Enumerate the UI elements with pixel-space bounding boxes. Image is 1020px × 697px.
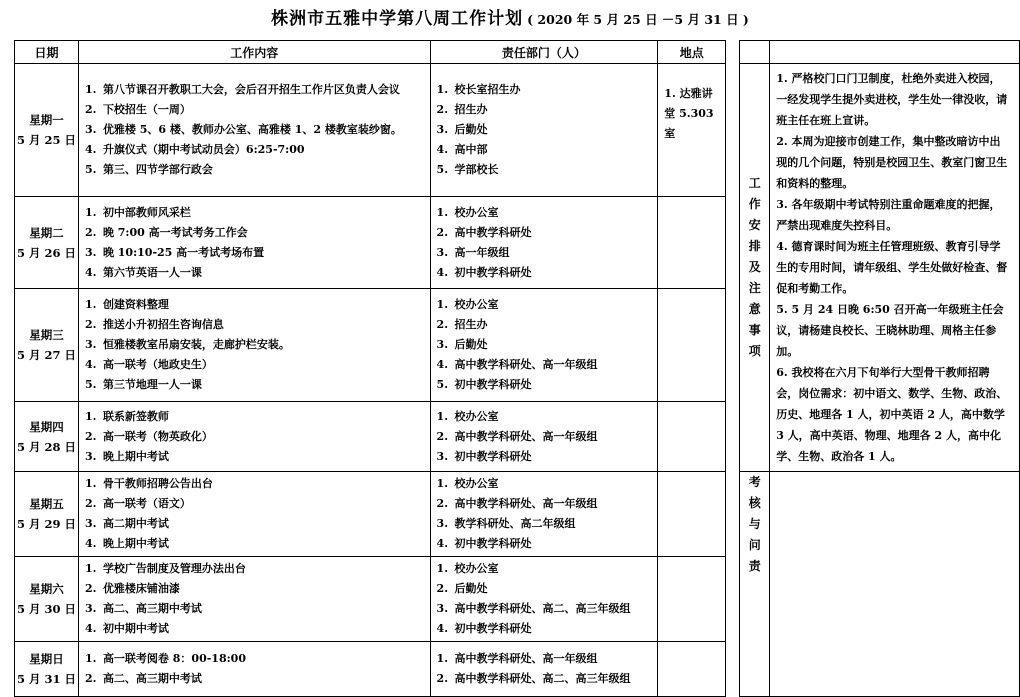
day-cell (15, 642, 79, 697)
dept-list (431, 78, 658, 182)
place-cell (658, 472, 726, 557)
weekday-label: 星期五 (29, 497, 64, 511)
weekday-label: 星期三 (29, 328, 64, 342)
task-item: 1. 初中部教师风采栏 (84, 205, 191, 219)
dept-cell (430, 64, 658, 197)
note-item: 2. 本周为迎接市创建工作，集中整改暗访中出现的几个问题，特别是校园卫生、教室门窗卫生和资料的整理。 (776, 135, 1008, 190)
date-label: 5 月 28 日 (16, 439, 76, 454)
dept-text: 招生办 (454, 103, 488, 117)
dept-text: 教学科研处、高二年级组 (454, 517, 576, 530)
dept-cell (430, 288, 658, 401)
note-item: 5. 5 月 24 日晚 6:50 召开高一年级班主任会议，请杨建良校长、王晓林助理、周格主任参加。 (776, 303, 1004, 358)
task-item: 1. 学校广告制度及管理办法出台 (84, 562, 246, 575)
date-label: 5 月 26 日 (16, 245, 76, 260)
dept-text: 学部校长 (454, 163, 499, 177)
task-text: 骨干教师招聘公告出台 (102, 477, 213, 490)
dept-item: 4. 初中教学科研处 (436, 622, 532, 635)
task-item: 4. 高一联考（地政史生） (84, 358, 213, 371)
dept-cell (430, 197, 658, 289)
dept-item: 1. 校办公室 (436, 409, 499, 423)
dept-text: 初中教学科研处 (454, 265, 532, 279)
review-cell (770, 472, 1020, 697)
task-text: 高一联考（地政史生） (102, 358, 213, 371)
task-text: 联系新签教师 (102, 409, 169, 423)
task-text: 下校招生（一周） (102, 103, 191, 117)
header-spacer (726, 41, 740, 64)
weekday-label: 星期日 (29, 652, 64, 666)
tasks-cell (78, 64, 430, 197)
place-cell (658, 288, 726, 401)
dept-text: 初中教学科研处 (454, 537, 532, 550)
dept-text: 后勤处 (454, 582, 488, 595)
dept-item: 3. 教学科研处、高二年级组 (436, 517, 576, 530)
task-item: 3. 高二期中考试 (84, 517, 169, 530)
dept-cell (430, 557, 658, 642)
day-cell (15, 472, 79, 557)
header-date: 日期 (15, 41, 79, 64)
dept-item: 2. 高中教学科研处 (436, 225, 532, 239)
task-list (79, 472, 430, 556)
dept-item: 4. 初中教学科研处 (436, 537, 532, 550)
dept-item: 1. 校办公室 (436, 205, 499, 219)
day-row (15, 472, 1020, 557)
dept-list (431, 647, 658, 691)
review-side-text: 考核与问责 (748, 475, 761, 573)
date-label: 5 月 25 日 (16, 133, 76, 148)
dept-text: 高一年级组 (454, 245, 510, 259)
tasks-cell (78, 197, 430, 289)
task-text: 优雅楼 5、6 楼、教师办公室、高雅楼 1、2 楼教室装纱窗。 (102, 123, 402, 137)
day-cell (15, 288, 79, 401)
notes-side-text: 工作安排及注意事项 (748, 176, 761, 358)
dept-cell (430, 402, 658, 472)
note-item: 1. 严格校门口门卫制度，杜绝外卖进入校园，一经发现学生提外卖进校，学生处一律没收，请班主任在班上宣讲。 (776, 72, 1008, 127)
title-dates: ( 2020 年 5 月 25 日 －5 月 31 日 ) (527, 12, 749, 27)
title-main: 株洲市五雅中学第八周工作计划 (271, 9, 524, 29)
task-list (79, 201, 430, 285)
dept-text: 初中教学科研处 (454, 378, 532, 391)
task-item: 1. 第八节课召开教职工大会，会后召开招生工作片区负责人会议 (84, 83, 400, 97)
task-text: 初中部教师风采栏 (102, 205, 191, 219)
dept-text: 初中教学科研处 (454, 449, 532, 463)
task-text: 晚 7:00 高一考试考务工作会 (102, 225, 248, 239)
dept-item: 2. 后勤处 (436, 582, 488, 595)
place-text: 达雅讲堂 5.303 室 (664, 87, 714, 140)
task-item: 2. 下校招生（一周） (84, 103, 191, 117)
dept-list (431, 557, 658, 641)
task-list (79, 293, 430, 397)
task-text: 高一联考（物英政化） (102, 429, 213, 443)
dept-text: 高中教学科研处、高一年级组 (454, 497, 598, 510)
day-cell (15, 64, 79, 197)
task-text: 第三节地理一人一课 (102, 378, 202, 391)
tasks-cell (78, 472, 430, 557)
dept-item: 4. 高中教学科研处、高一年级组 (436, 358, 598, 371)
date-label: 5 月 30 日 (16, 602, 76, 616)
dept-text: 后勤处 (454, 123, 488, 137)
task-text: 第三、四节学部行政会 (102, 163, 213, 177)
place-cell (658, 557, 726, 642)
header-row (15, 41, 1020, 64)
task-item: 5. 第三、四节学部行政会 (84, 163, 213, 177)
dept-text: 招生办 (454, 318, 488, 331)
day-cell (15, 557, 79, 642)
task-list (79, 557, 430, 641)
task-text: 高二、高三期中考试 (102, 602, 202, 615)
dept-item: 5. 学部校长 (436, 163, 499, 177)
task-item: 1. 创建资料整理 (84, 298, 169, 311)
dept-cell (430, 472, 658, 557)
dept-text: 高中教学科研处、高二、高三年级组 (454, 672, 631, 685)
dept-item: 3. 高一年级组 (436, 245, 510, 259)
day-cell (15, 402, 79, 472)
task-text: 恒雅楼教室吊扇安装，走廊护栏安装。 (102, 338, 290, 351)
dept-item: 4. 高中部 (436, 143, 488, 157)
day-cell (15, 197, 79, 289)
note-item: 4. 德育课时间为班主任管理班级、教育引导学生的专用时间，请年级组、学生处做好检查、督促和考勤工作。 (776, 240, 1008, 295)
dept-item: 1. 高中教学科研处、高一年级组 (436, 652, 598, 665)
dept-list (431, 201, 658, 285)
header-content: 工作内容 (78, 41, 430, 64)
tasks-cell (78, 642, 430, 697)
task-text: 学校广告制度及管理办法出台 (102, 562, 246, 575)
dept-text: 高中教学科研处、高二、高三年级组 (454, 602, 631, 615)
header-dept: 责任部门（人） (430, 41, 658, 64)
task-item: 3. 晚上期中考试 (84, 449, 169, 463)
dept-item: 1. 校长室招生办 (436, 83, 521, 97)
note-item: 3. 各年级期中考试特别注重命题难度的把握，严禁出现难度失控科目。 (776, 198, 1001, 232)
header-notes-blank (770, 41, 1020, 64)
date-label: 5 月 27 日 (16, 348, 76, 362)
task-list (79, 405, 430, 469)
task-text: 第八节课召开教职工大会，会后召开招生工作片区负责人会议 (102, 83, 400, 97)
dept-item: 2. 招生办 (436, 318, 488, 331)
place-cell (658, 197, 726, 289)
task-item: 2. 高一联考（语文） (84, 497, 191, 510)
dept-item: 1. 校办公室 (436, 298, 499, 311)
task-text: 创建资料整理 (102, 298, 169, 311)
dept-text: 校办公室 (454, 409, 499, 423)
dept-item: 1. 校办公室 (436, 477, 499, 490)
task-item: 4. 升旗仪式（期中考试动员会）6:25-7:00 (84, 143, 305, 157)
task-list (79, 78, 430, 182)
task-item: 2. 晚 7:00 高一考试考务工作会 (84, 225, 248, 239)
task-item: 4. 第六节英语一人一课 (84, 265, 202, 279)
task-list (79, 647, 430, 691)
dept-item: 2. 招生办 (436, 103, 488, 117)
day-row (15, 64, 1020, 197)
task-item: 1. 高一联考阅卷 8：00-18:00 (84, 652, 246, 665)
tasks-cell (78, 288, 430, 401)
weekday-label: 星期六 (29, 582, 64, 596)
weekday-label: 星期四 (29, 419, 64, 434)
task-item: 3. 晚 10:10-25 高一考试考场布置 (84, 245, 265, 259)
task-text: 高一联考（语文） (102, 497, 191, 510)
task-item: 2. 高二、高三期中考试 (84, 672, 202, 685)
place-cell (658, 642, 726, 697)
task-item: 2. 高一联考（物英政化） (84, 429, 213, 443)
notes-cell (770, 64, 1020, 472)
tasks-cell (78, 402, 430, 472)
task-item: 1. 骨干教师招聘公告出台 (84, 477, 213, 490)
task-item: 4. 初中期中考试 (84, 622, 169, 635)
dept-item: 2. 高中教学科研处、高一年级组 (436, 429, 598, 443)
dept-text: 校长室招生办 (454, 83, 521, 97)
task-item: 5. 第三节地理一人一课 (84, 378, 202, 391)
task-item: 3. 恒雅楼教室吊扇安装，走廊护栏安装。 (84, 338, 290, 351)
task-text: 晚 10:10-25 高一考试考场布置 (102, 245, 265, 259)
dept-text: 初中教学科研处 (454, 622, 532, 635)
work-plan-table (14, 40, 1020, 697)
review-side-label (740, 472, 770, 697)
dept-item: 3. 后勤处 (436, 338, 488, 351)
task-item: 3. 优雅楼 5、6 楼、教师办公室、高雅楼 1、2 楼教室装纱窗。 (84, 123, 402, 137)
document-title (0, 4, 1020, 29)
task-item: 3. 高二、高三期中考试 (84, 602, 202, 615)
dept-cell (430, 642, 658, 697)
task-text: 升旗仪式（期中考试动员会）6:25-7:00 (102, 143, 305, 157)
task-text: 高一联考阅卷 8：00-18:00 (102, 652, 246, 665)
dept-text: 后勤处 (454, 338, 488, 351)
note-item: 6. 我校将在六月下旬举行大型骨干教师招聘会，岗位需求：初中语文、数学、生物、政治、历史、地理各 1 人，初中英语 2 人，高中数学 3 人，高中英语、物理、地理各 2 人，高中化学、生物、政治各 1 人。 (776, 366, 1008, 463)
dept-text: 高中教学科研处、高一年级组 (454, 652, 598, 665)
place-cell (658, 402, 726, 472)
spacer-column (726, 64, 740, 697)
task-item: 2. 推送小升初招生咨询信息 (84, 318, 224, 331)
weekday-label: 星期二 (29, 225, 64, 240)
dept-text: 校办公室 (454, 298, 499, 311)
dept-text: 高中教学科研处、高一年级组 (454, 358, 598, 371)
dept-item: 3. 后勤处 (436, 123, 488, 137)
date-label: 5 月 31 日 (16, 672, 76, 686)
task-text: 高二、高三期中考试 (102, 672, 202, 685)
task-item: 1. 联系新签教师 (84, 409, 169, 423)
header-side-blank (740, 41, 770, 64)
dept-list (431, 472, 658, 556)
task-text: 高二期中考试 (102, 517, 169, 530)
dept-list (431, 293, 658, 397)
header-place: 地点 (658, 41, 726, 64)
task-text: 第六节英语一人一课 (102, 265, 202, 279)
task-text: 晚上期中考试 (102, 537, 169, 550)
task-text: 优雅楼床铺油漆 (102, 582, 180, 595)
dept-item: 5. 初中教学科研处 (436, 378, 532, 391)
task-item: 2. 优雅楼床铺油漆 (84, 582, 180, 595)
task-text: 晚上期中考试 (102, 449, 169, 463)
task-text: 推送小升初招生咨询信息 (102, 318, 224, 331)
task-item: 4. 晚上期中考试 (84, 537, 169, 550)
date-label: 5 月 29 日 (16, 517, 76, 531)
task-text: 初中期中考试 (102, 622, 169, 635)
dept-item: 3. 初中教学科研处 (436, 449, 532, 463)
dept-list (431, 405, 658, 469)
dept-text: 高中教学科研处 (454, 225, 532, 239)
dept-item: 3. 高中教学科研处、高二、高三年级组 (436, 602, 631, 615)
place-cell: 1. 达雅讲堂 5.303 室 (658, 64, 726, 197)
dept-text: 高中教学科研处、高一年级组 (454, 429, 598, 443)
dept-text: 校办公室 (454, 562, 499, 575)
dept-item: 2. 高中教学科研处、高二、高三年级组 (436, 672, 631, 685)
notes-side-label (740, 64, 770, 472)
dept-text: 校办公室 (454, 477, 499, 490)
dept-item: 4. 初中教学科研处 (436, 265, 532, 279)
dept-text: 高中部 (454, 143, 488, 157)
dept-text: 校办公室 (454, 205, 499, 219)
dept-item: 1. 校办公室 (436, 562, 499, 575)
tasks-cell (78, 557, 430, 642)
dept-item: 2. 高中教学科研处、高一年级组 (436, 497, 598, 510)
weekday-label: 星期一 (29, 113, 64, 128)
